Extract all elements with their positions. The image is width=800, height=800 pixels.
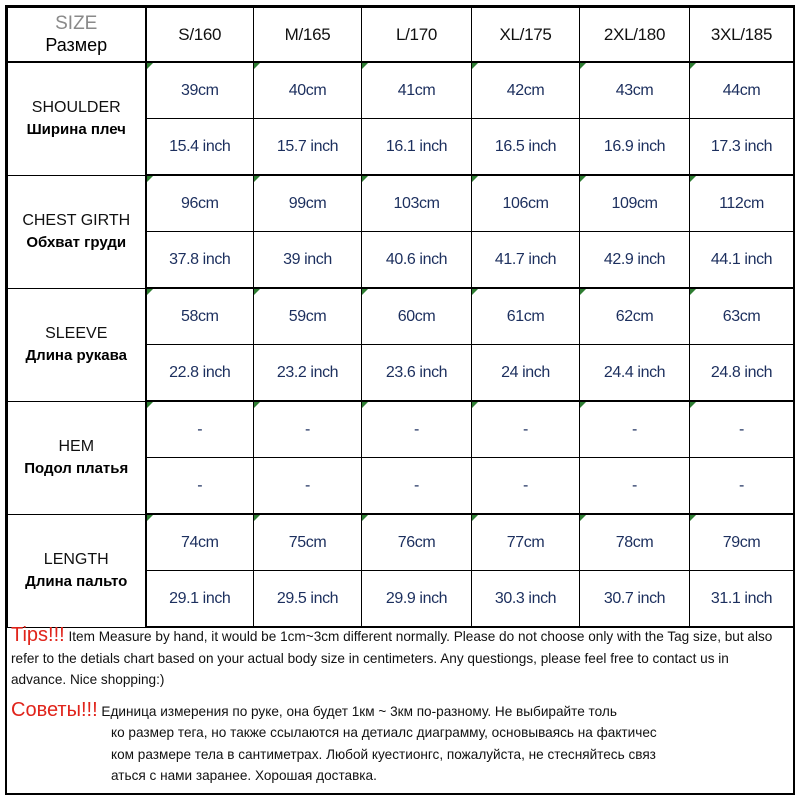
inch-value-cell: 22.8 inch (146, 345, 254, 402)
tips-ru-title: Советы!!! (11, 698, 98, 721)
inch-value-cell: - (362, 458, 472, 515)
cm-value-cell: 78cm (580, 514, 690, 571)
cm-value-cell: - (690, 401, 794, 458)
inch-value-cell: 44.1 inch (690, 232, 794, 289)
cm-value-cell: 103cm (362, 175, 472, 232)
cm-value-cell: 41cm (362, 62, 472, 119)
row-label-ru: Подол платья (24, 460, 129, 477)
inch-value-cell: - (580, 458, 690, 515)
inch-value-cell: 37.8 inch (146, 232, 254, 289)
inch-value-cell: 16.5 inch (472, 119, 580, 176)
tips-ru-line4: аться с нами заранее. Хорошая доставка. (111, 768, 377, 783)
size-header: XL/175 (472, 8, 580, 63)
cm-value-cell: - (580, 401, 690, 458)
cm-value-cell: 59cm (254, 288, 362, 345)
cm-value-cell: - (146, 401, 254, 458)
tips-ru-line1: Единица измерения по руке, она будет 1км ~ 3км по-разному. Не выбирайте толь (101, 703, 617, 719)
table-row-cm (8, 514, 794, 571)
tips-en-title: Tips!!! (11, 624, 65, 646)
row-label-ru: Ширина плеч (26, 121, 126, 139)
inch-value-cell: - (472, 458, 580, 515)
cm-value-cell: 76cm (362, 514, 472, 571)
cm-value-cell: 96cm (146, 175, 254, 232)
inch-value-cell: 30.7 inch (580, 571, 690, 628)
inch-value-cell: 24.4 inch (580, 345, 690, 402)
inch-value-cell: 24 inch (472, 345, 580, 402)
cm-value-cell: 60cm (362, 288, 472, 345)
inch-value-cell: 24.8 inch (690, 345, 794, 402)
cm-value-cell: - (472, 401, 580, 458)
cm-value-cell: - (362, 401, 472, 458)
row-label-cell (8, 514, 146, 627)
inch-value-cell: - (146, 458, 254, 515)
inch-value-cell: 23.6 inch (362, 345, 472, 402)
table-row-cm (8, 175, 794, 232)
inch-value-cell: 23.2 inch (254, 345, 362, 402)
inch-value-cell: 30.3 inch (472, 571, 580, 628)
inch-value-cell: 17.3 inch (690, 119, 794, 176)
cm-value-cell: 44cm (690, 62, 794, 119)
inch-value-cell: 29.9 inch (362, 571, 472, 628)
tips-en (7, 625, 793, 691)
inch-value-cell: 29.5 inch (254, 571, 362, 628)
row-label-en: SHOULDER (31, 99, 121, 117)
cm-value-cell: 109cm (580, 175, 690, 232)
size-header: 2XL/180 (580, 8, 690, 63)
size-corner-cell (8, 8, 146, 63)
inch-value-cell: 29.1 inch (146, 571, 254, 628)
size-header: S/160 (146, 8, 254, 63)
cm-value-cell: 106cm (472, 175, 580, 232)
row-label-en: HEM (58, 438, 95, 455)
cm-value-cell: 40cm (254, 62, 362, 119)
inch-value-cell: 31.1 inch (690, 571, 794, 628)
row-label-cell (8, 288, 146, 401)
cm-value-cell: 42cm (472, 62, 580, 119)
tips-ru-line3: ком размере тела в сантиметрах. Любой куестионгс, пожалуйста, не стесняйтесь связ (111, 746, 656, 762)
inch-value-cell: 16.1 inch (362, 119, 472, 176)
cm-value-cell: 62cm (580, 288, 690, 345)
cm-value-cell: 63cm (690, 288, 794, 345)
cm-value-cell: 79cm (690, 514, 794, 571)
size-table (7, 7, 794, 628)
row-label-en: SLEEVE (45, 325, 108, 342)
row-label-cell (8, 175, 146, 288)
inch-value-cell: 15.4 inch (146, 119, 254, 176)
table-row-cm (8, 62, 794, 119)
cm-value-cell: 74cm (146, 514, 254, 571)
inch-value-cell: - (254, 458, 362, 515)
row-label-ru: Обхват груди (26, 234, 127, 251)
tips-en-text: Item Measure by hand, it would be 1cm~3cm different normally. Please do not choose only with the Tag size, but also refer to the detials chart based on your actual body size in centimeters. Any questiongs, please feel free to contact us in advance. Nice shopping:) (11, 629, 773, 687)
tips-ru-line2: ко размер тега, но также ссылаются на детиалс диаграмму, основываясь на фактичес (111, 725, 657, 740)
cm-value-cell: 39cm (146, 62, 254, 119)
inch-value-cell: 39 inch (254, 232, 362, 289)
inch-value-cell: 42.9 inch (580, 232, 690, 289)
inch-value-cell: 41.7 inch (472, 232, 580, 289)
size-header: L/170 (362, 8, 472, 63)
size-label-ru: Размер (45, 34, 108, 55)
row-label-cell (8, 401, 146, 514)
size-label-en: SIZE (55, 12, 98, 34)
cm-value-cell: - (254, 401, 362, 458)
cm-value-cell: 77cm (472, 514, 580, 571)
cm-value-cell: 58cm (146, 288, 254, 345)
row-label-ru: Длина пальто (25, 573, 128, 590)
size-header: 3XL/185 (690, 8, 794, 63)
table-row-cm (8, 288, 794, 345)
table-header-row (8, 8, 794, 63)
row-label-en: CHEST GIRTH (22, 212, 131, 229)
table-row-cm (8, 401, 794, 458)
row-label-ru: Длина рукава (25, 347, 128, 364)
tips-ru (7, 700, 793, 787)
notes-section (7, 612, 793, 787)
size-header: M/165 (254, 8, 362, 63)
inch-value-cell: 15.7 inch (254, 119, 362, 176)
cm-value-cell: 43cm (580, 62, 690, 119)
inch-value-cell: 16.9 inch (580, 119, 690, 176)
inch-value-cell: - (690, 458, 794, 515)
size-chart (5, 5, 795, 795)
cm-value-cell: 112cm (690, 175, 794, 232)
row-label-en: LENGTH (43, 551, 109, 568)
cm-value-cell: 75cm (254, 514, 362, 571)
cm-value-cell: 61cm (472, 288, 580, 345)
inch-value-cell: 40.6 inch (362, 232, 472, 289)
cm-value-cell: 99cm (254, 175, 362, 232)
row-label-cell (8, 62, 146, 175)
